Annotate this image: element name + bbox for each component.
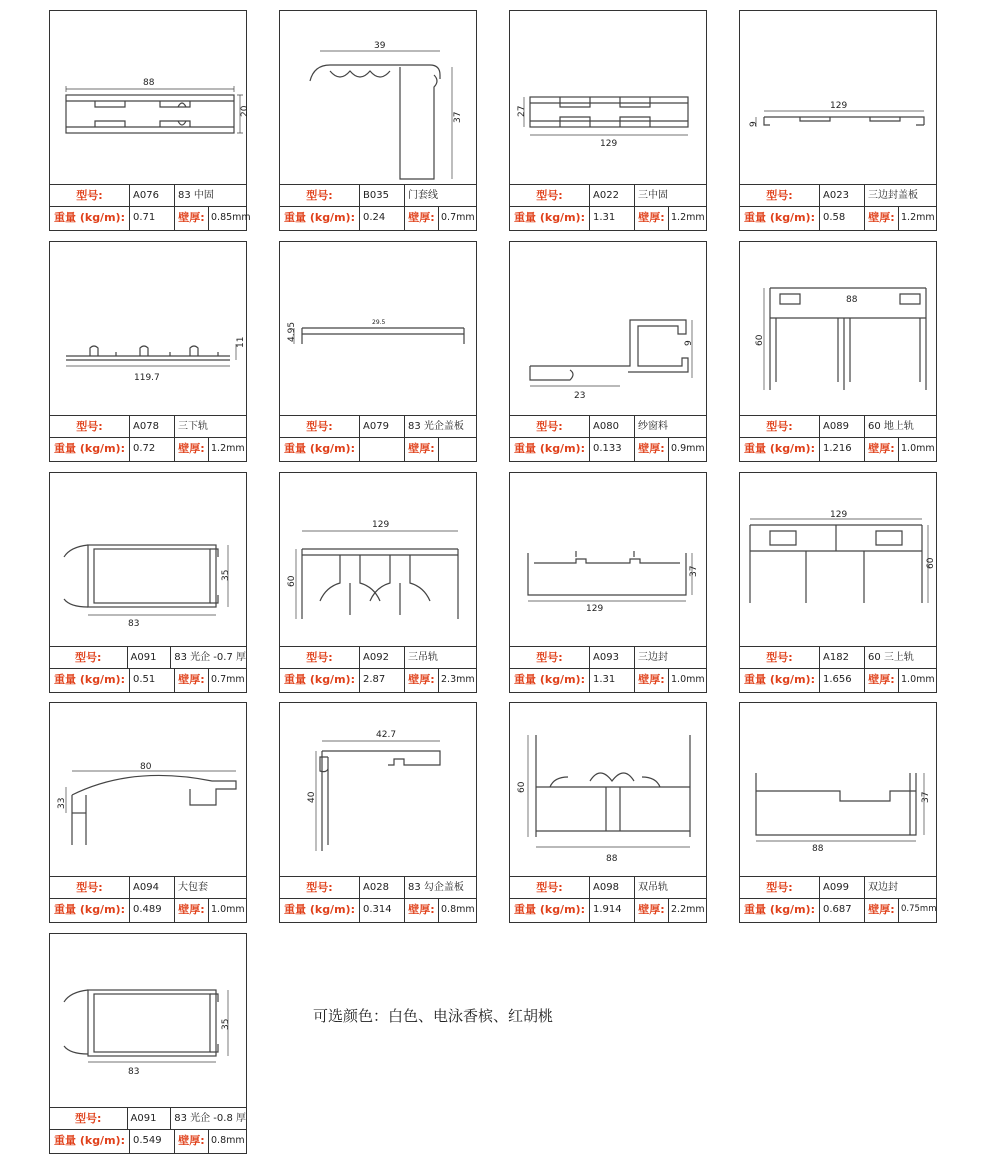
thickness-value: 2.3mm [441,674,475,685]
dim-label: 60 [517,781,527,793]
thickness-value: 0.8mm [441,904,475,915]
profile-drawing [280,11,476,185]
profile-drawing [280,703,476,877]
dim-label: 9 [749,121,759,127]
spec-table [280,415,476,461]
thickness-label: 壁厚: [405,207,439,230]
weight-value: 0.687 [820,899,865,922]
thickness-label: 壁厚: [405,669,439,692]
spec-table [740,876,936,922]
model-code: B035 [360,185,405,206]
dim-label: 88 [143,78,155,88]
profile-card [49,10,251,231]
model-name: 60 三上轨 [868,652,914,663]
dim-label: 39 [374,41,386,51]
dim-label: 129 [600,139,618,149]
thickness-value: 0.9mm [671,443,705,454]
spec-table [510,184,706,230]
weight-label: 重量 (kg/m): [510,207,590,230]
dim-label: 37 [689,565,699,577]
profile-drawing [50,242,246,416]
weight-label: 重量 (kg/m): [50,207,130,230]
dim-label: 20 [240,105,250,117]
weight-label: 重量 (kg/m): [280,899,360,922]
profile-card [49,472,247,693]
model-label: 型号: [50,416,130,437]
dim-label: 23 [574,391,586,401]
profile-drawing [510,703,706,877]
model-code: A023 [820,185,865,206]
model-label: 型号: [280,647,360,668]
weight-label: 重量 (kg/m): [740,669,820,692]
profile-drawing [740,703,936,877]
dim-label: 33 [57,797,67,809]
weight-value: 0.489 [130,899,175,922]
weight-value: 0.72 [130,438,175,461]
weight-value: 1.216 [820,438,865,461]
thickness-label: 壁厚: [405,438,439,461]
profile-drawing [50,11,250,185]
weight-label: 重量 (kg/m): [510,899,590,922]
profile-card [279,241,477,462]
dim-label: 88 [846,295,858,305]
spec-table [50,184,251,230]
model-name: 83 中固 [178,190,214,201]
thickness-label: 壁厚: [865,438,899,461]
profile-card [279,472,477,693]
thickness-value [439,438,476,461]
model-label: 型号: [510,877,590,898]
profile-drawing [50,473,246,647]
model-code: A089 [820,416,865,437]
profile-drawing [50,934,246,1108]
model-label: 型号: [510,647,590,668]
weight-value: 1.31 [590,207,635,230]
weight-label: 重量 (kg/m): [510,438,590,461]
thickness-label: 壁厚: [175,669,209,692]
dim-label: 129 [830,510,848,520]
thickness-label: 壁厚: [405,899,439,922]
profile-card [509,702,707,923]
model-name: 双边封 [868,882,898,893]
model-code: A092 [360,647,405,668]
model-code: A099 [820,877,865,898]
thickness-value: 1.2mm [671,212,705,223]
weight-value: 0.71 [130,207,175,230]
profile-drawing [280,242,476,416]
profile-card [739,472,937,693]
model-code: A076 [130,185,175,206]
model-label: 型号: [740,416,820,437]
thickness-label: 壁厚: [865,899,899,922]
dim-label: 60 [755,334,765,346]
dim-label: 40 [307,791,317,803]
spec-table [740,415,936,461]
color-options-note: 可选颜色：白色、电泳香槟、红胡桃 [313,1007,554,1025]
dim-label: 37 [921,791,931,803]
thickness-label: 壁厚: [635,669,669,692]
model-label: 型号: [740,877,820,898]
model-code: A182 [820,647,865,668]
model-label: 型号: [50,647,128,668]
model-name: 三下轨 [178,421,208,432]
weight-value: 0.549 [130,1130,175,1153]
spec-table [280,184,476,230]
weight-value [360,438,405,461]
model-code: A091 [128,1108,172,1129]
model-code: A098 [590,877,635,898]
profile-card [509,472,707,693]
spec-table [280,876,476,922]
model-label: 型号: [510,185,590,206]
model-code: A022 [590,185,635,206]
dim-label: 60 [287,575,297,587]
model-code: A078 [130,416,175,437]
profile-card [509,241,707,462]
model-label: 型号: [740,185,820,206]
model-label: 型号: [280,416,360,437]
weight-label: 重量 (kg/m): [280,207,360,230]
model-name: 83 光企 -0.8 厚 [174,1113,246,1124]
weight-value: 0.58 [820,207,865,230]
thickness-label: 壁厚: [635,899,669,922]
model-label: 型号: [280,877,360,898]
dim-label: 35 [221,1018,231,1030]
weight-label: 重量 (kg/m): [50,669,130,692]
thickness-value: 1.0mm [671,674,705,685]
weight-label: 重量 (kg/m): [50,438,130,461]
model-code: A028 [360,877,405,898]
model-name: 三边封 [638,652,668,663]
weight-label: 重量 (kg/m): [510,669,590,692]
thickness-value: 1.0mm [901,674,935,685]
spec-table [510,876,706,922]
spec-table [740,646,936,692]
dim-label: 88 [812,844,824,854]
dim-label: 80 [140,762,152,772]
profile-card [279,10,477,231]
profile-card [739,10,937,231]
profile-card [279,702,477,923]
weight-label: 重量 (kg/m): [740,438,820,461]
dim-label: 60 [926,557,936,569]
thickness-value: 0.8mm [211,1135,245,1146]
model-label: 型号: [280,185,360,206]
dim-label: 83 [128,1067,140,1077]
thickness-value: 0.7mm [211,674,245,685]
thickness-value: 1.2mm [211,443,245,454]
model-name: 双吊轨 [638,882,668,893]
model-code: A094 [130,877,175,898]
profile-drawing [510,473,706,647]
dim-label: 129 [372,520,390,530]
dim-label: 11 [236,336,246,348]
profile-drawing [510,242,706,416]
weight-value: 0.133 [590,438,635,461]
model-label: 型号: [740,647,820,668]
model-code: A079 [360,416,405,437]
model-name: 大包套 [178,882,208,893]
thickness-label: 壁厚: [635,207,669,230]
model-name: 60 地上轨 [868,421,914,432]
profile-card [49,933,247,1154]
spec-table [50,1107,246,1153]
model-label: 型号: [50,877,130,898]
model-code: A093 [590,647,635,668]
spec-table [50,876,246,922]
thickness-label: 壁厚: [175,207,209,230]
thickness-value: 1.0mm [901,443,935,454]
thickness-label: 壁厚: [635,438,669,461]
spec-table [50,646,246,692]
weight-value: 0.314 [360,899,405,922]
dim-label: 129 [830,101,848,111]
weight-value: 2.87 [360,669,405,692]
profile-drawing [740,473,936,647]
profile-card [739,702,937,923]
thickness-value: 0.85mm [211,212,251,223]
weight-label: 重量 (kg/m): [280,438,360,461]
model-name: 83 光企盖板 [408,421,464,432]
spec-table [510,415,706,461]
thickness-label: 壁厚: [175,438,209,461]
dim-label: 29.5 [372,319,386,326]
profile-drawing [740,242,936,416]
model-label: 型号: [50,185,130,206]
model-label: 型号: [50,1108,128,1129]
model-name: 纱窗料 [638,421,668,432]
profile-drawing [740,11,936,185]
dim-label: 88 [606,854,618,864]
thickness-value: 0.75mm [901,904,937,914]
weight-value: 1.656 [820,669,865,692]
model-name: 三边封盖板 [868,190,918,201]
model-name: 三吊轨 [408,652,438,663]
thickness-value: 1.2mm [901,212,935,223]
model-name: 三中固 [638,190,668,201]
profile-drawing [280,473,476,647]
dim-label: 129 [586,604,604,614]
dim-label: 9 [684,340,694,346]
model-name: 83 光企 -0.7 厚 [174,652,246,663]
thickness-value: 0.7mm [441,212,475,223]
weight-label: 重量 (kg/m): [280,669,360,692]
thickness-label: 壁厚: [175,1130,209,1153]
thickness-label: 壁厚: [175,899,209,922]
spec-table [510,646,706,692]
spec-table [50,415,246,461]
spec-table [280,646,476,692]
dim-label: 119.7 [134,373,160,383]
weight-value: 0.24 [360,207,405,230]
dim-label: 83 [128,619,140,629]
dim-label: 4.95 [287,321,297,342]
profile-card [739,241,937,462]
dim-label: 35 [221,569,231,581]
model-code: A080 [590,416,635,437]
model-label: 型号: [510,416,590,437]
weight-label: 重量 (kg/m): [740,899,820,922]
spec-table [740,184,936,230]
profile-card [49,241,247,462]
profile-card [49,702,247,923]
thickness-label: 壁厚: [865,669,899,692]
weight-label: 重量 (kg/m): [50,899,130,922]
profile-drawing [510,11,706,185]
profile-drawing [50,703,246,877]
thickness-label: 壁厚: [865,207,899,230]
dim-label: 37 [453,111,463,123]
thickness-value: 1.0mm [211,904,245,915]
weight-value: 1.914 [590,899,635,922]
profile-card [509,10,707,231]
thickness-value: 2.2mm [671,904,705,915]
weight-label: 重量 (kg/m): [50,1130,130,1153]
model-name: 门套线 [408,190,438,201]
dim-label: 42.7 [376,730,397,740]
dim-label: 27 [517,105,527,117]
model-code: A091 [128,647,172,668]
weight-value: 1.31 [590,669,635,692]
model-name: 83 勾企盖板 [408,882,464,893]
weight-label: 重量 (kg/m): [740,207,820,230]
weight-value: 0.51 [130,669,175,692]
